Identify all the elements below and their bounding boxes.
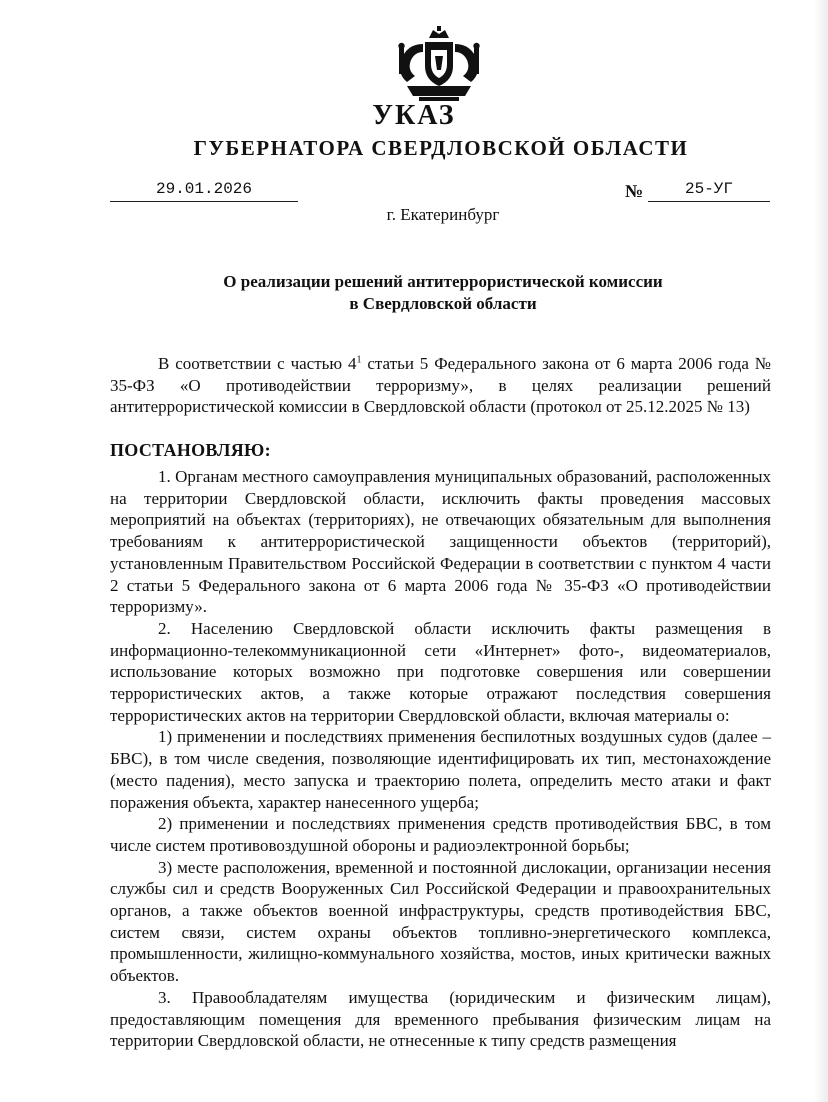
preamble-rest: статьи 5 Федерального закона от 6 марта 2006 года № 35-ФЗ «О противодействии терроризму», в целях реализации решений антитеррористической комиссии в Свердловской области (протокол от 25.12.2025 № 13) <box>110 354 771 417</box>
number-underline <box>648 201 770 202</box>
item-1: 1. Органам местного самоуправления муниципальных образований, расположенных на территории Свердловской области, исключить факты проведения массовых мероприятий на объектах (территориях), не отвечающих обязательным для выполнения требованиям к антитеррористической защищенности объектов (территорий), установленным Правительством Российской Федерации в соответствии с пунктом 4 части 2 статьи 5 Федерального закона от 6 марта 2006 года № 35-ФЗ «О противодействии терроризму». <box>110 467 771 617</box>
document-type-heading: УКАЗ <box>372 100 456 131</box>
superscript-index: 1 <box>356 354 362 366</box>
preamble-paragraph <box>110 353 771 418</box>
number-sign: № <box>625 181 644 201</box>
document-title <box>0 271 828 315</box>
item-2-2: 2) применении и последствиях применения средств противодействия БВС, в том числе систем противовоздушной обороны и радиоэлектронной борьбы; <box>110 814 771 855</box>
issuer-heading: ГУБЕРНАТОРА СВЕРДЛОВСКОЙ ОБЛАСТИ <box>193 136 689 160</box>
item-2: 2. Населению Свердловской области исключить факты размещения в информационно-телекоммуникационной сети «Интернет» фото-, видеоматериалов, использование которых возможно при подготовке совершения или совершении террористических актов, а также которые отражают последствия совершения террористических актов на территории Свердловской области, включая материалы о: <box>110 618 771 725</box>
title-line-2: в Свердловской области <box>349 294 537 313</box>
decree-items <box>110 466 771 1052</box>
coat-of-arms-emblem <box>393 26 485 102</box>
title-line-1: О реализации решений антитеррористической комиссии <box>223 272 663 291</box>
preamble-block <box>110 353 771 418</box>
date-underline <box>110 201 298 202</box>
item-2-1: 1) применении и последствиях применения беспилотных воздушных судов (далее – БВС), в том числе сведения, позволяющие идентифицировать их тип, местонахождение (место падения), место запуска и траекторию полета, определить место атаки и факт поражения объекта, характер нанесенного ущерба; <box>110 727 771 812</box>
decree-number: 25-УГ <box>684 180 733 198</box>
decree-label: ПОСТАНОВЛЯЮ: <box>110 440 271 460</box>
decree-date: 29.01.2026 <box>155 180 252 198</box>
item-2-3: 3) месте расположения, временной и постоянной дислокации, организации несения службы сил и средств Вооруженных Сил Российской Федерации и правоохранительных органов, а также объектов военной инфраструктуры, средств противодействия БВС, систем связи, систем охраны объектов топливно-энергетического комплекса, промышленности, жилищно-коммунального хозяйства, мостов, иных критически важных объектов. <box>110 857 771 986</box>
item-3: 3. Правообладателям имущества (юридическим и физическим лицам), предоставляющим помещения для временного пребывания физическим лицам на территории Свердловской области, не отнесенные к типу средств размещения <box>110 987 771 1051</box>
city-line: г. Екатеринбург <box>386 205 500 224</box>
preamble-start: В соответствии с частью 4 <box>158 354 357 373</box>
page-edge-shadow <box>814 0 828 1102</box>
